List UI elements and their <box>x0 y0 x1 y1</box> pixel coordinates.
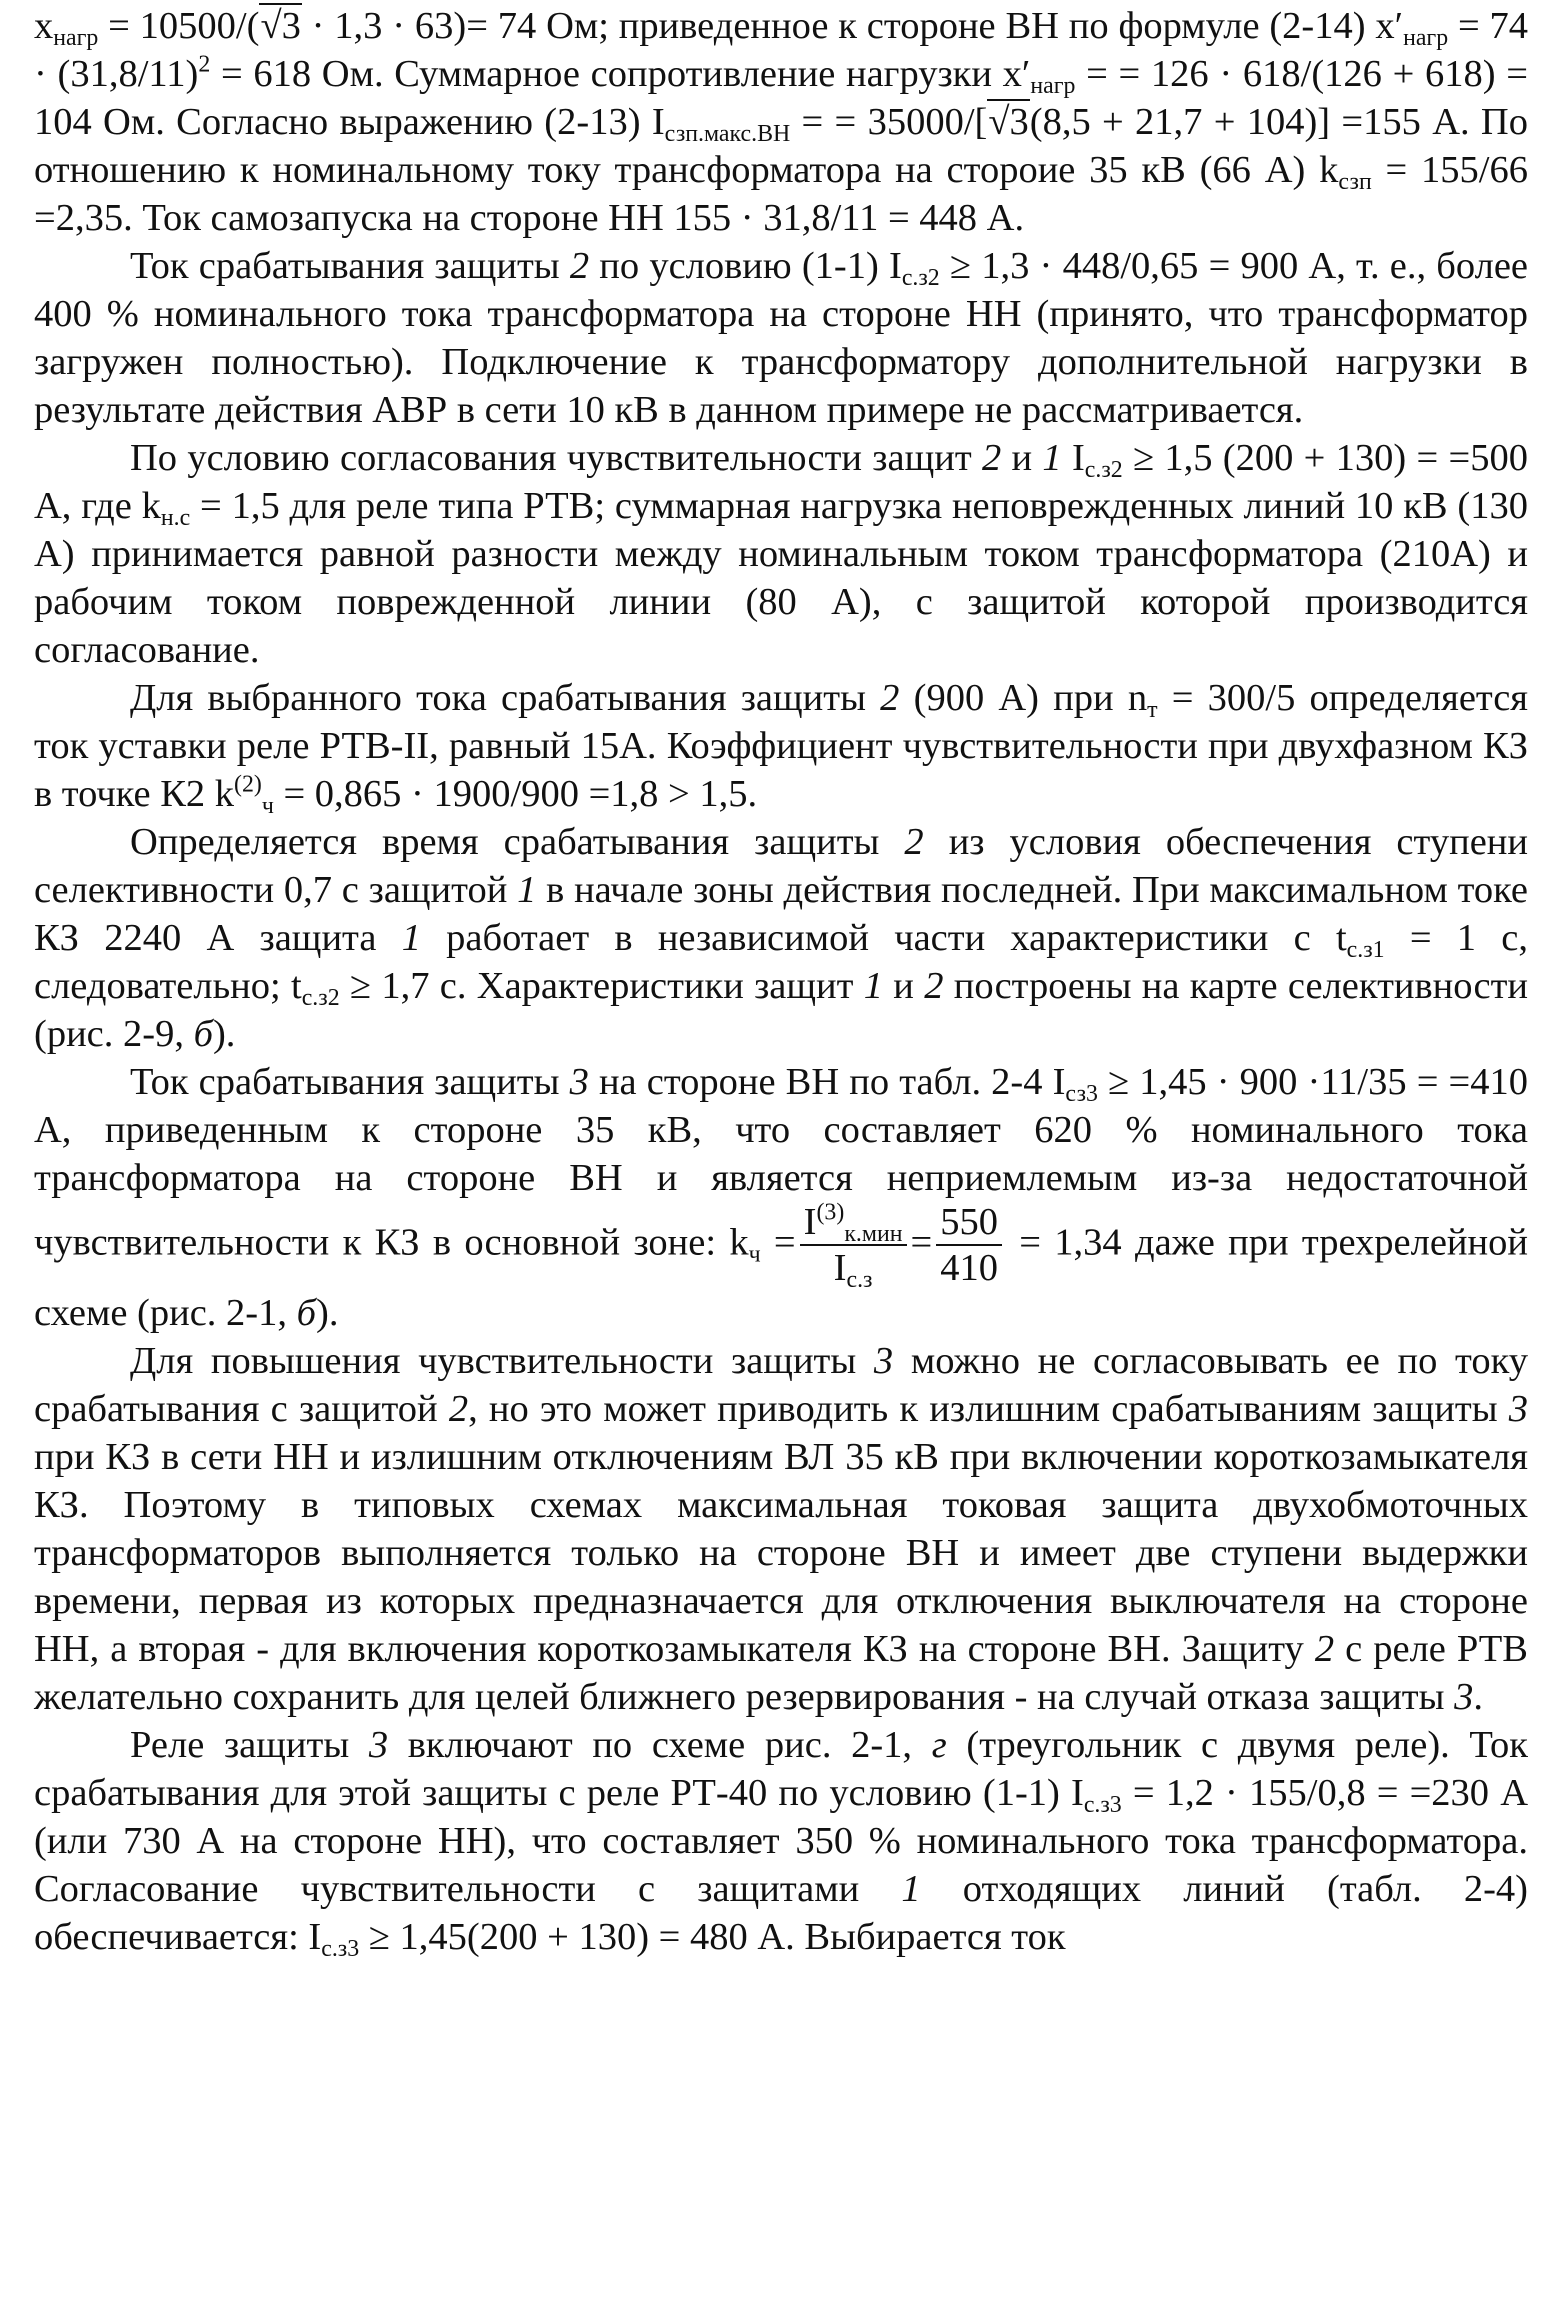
paragraph-7: Для повышения чувствительности защиты 3 можно не согласовывать ее по току срабатывания с защитой 2, но это может приводить к излишним срабатываниям защиты 3 при КЗ в сети НН и излишним отключениям ВЛ 35 кВ при включении короткозамыкателя КЗ. Поэтому в типовых схемах максимальная токовая защита двухобмоточных трансформаторов выполняется только на стороне ВН и имеет две ступени выдержки времени, первая из которых предназначается для отключения выключателя на стороне НН, а вторая - для включения короткозамыкателя КЗ на стороне ВН. Защиту 2 с реле РТВ желательно сохранить для целей ближнего резервирования - на случай отказа защиты 3. <box>34 1339 1528 1718</box>
paragraph-1: $x_{нагр} = 10500/(√3 \cdot 1,3 \cdot 63)= 74$ Ом; приведенное к стороне ВН по формуле (2-14) $x'_{нагр} = 74 \cdot (31,8/11)^2 = 618$ Ом. Суммарное сопротивление нагрузки $x'_{нагр}$ = = 126 · 618/(126 + 618) = 104 Ом. Согласно выражению (2-13) $I_{сзп.макс.ВН}$ = = 35000/[√3(8,5 + 21,7 + 104)] =155 А. По отношению к номинальному току трансформатора на стороие 35 кВ (66 А) $k_{сзп} = 155/66 =2,35$. Ток самозапуска на стороне НН 155 · 31,8/11 = 448 А. <box>34 5 1528 239</box>
paragraph-6: Ток срабатывания защиты 3 на стороне ВН по табл. 2-4 $I_{сз3} \ge 1,45 \cdot 900 \cdot 11/35 = =410$ А, приведенным к стороне 35 кВ, что составляет 620 % номинального тока трансформатора на стороне ВН и является неприемлемым из-за недостаточной чувствительности к КЗ в основной зоне: $k_ч$ = $\frac{I^{(3)}_{к.мин}}{I_{с.з}}$ = $\frac{550}{410}$ = 1,34 даже при трехрелейной схеме (рис. 2-1, б). <box>34 1061 1528 1334</box>
fraction-sensitivity: $\frac{I^{(3)}_{к.мин}}{I_{с.з}}$ <box>800 1202 907 1289</box>
paragraph-8: Реле защиты 3 включают по схеме рис. 2-1, г (треугольник с двумя реле). Ток срабатывания для этой защиты с реле РТ-40 по условию (1-1) $I_{с.з3} = 1,2 \cdot 155/0,8 = =230$ А (или 730 А на стороне НН), что составляет 350 % номинального тока трансформатора. Согласование чувствительности с защитами 1 отходящих линий (табл. 2-4) обеспечивается: $I_{с.з3} \ge 1,45(200 + 130) = 480$ А. Выбирается ток <box>34 1723 1529 1962</box>
paragraph-3: По условию согласования чувствительности защит 2 и 1 $I_{с.з2} \ge 1,5$ (200 + 130) = =500 А, где $k_{н.с} = 1,5$ для реле типа РТВ; суммарная нагрузка неповрежденных линий 10 кВ (130 А) принимается равной разности между номинальным током трансформатора (210А) и рабочим током поврежденной линии (80 А), с защитой которой производится согласование. <box>34 437 1529 671</box>
paragraph-4: Для выбранного тока срабатывания защиты 2 (900 А) при $n_т = 300/5$ определяется ток уставки реле РТВ-II, равный 15А. Коэффициент чувствительности при двухфазном КЗ в точке К2 $k^{(2)}_ч = 0,865 \cdot 1900/900 =1,8 > 1,5$. <box>34 677 1529 820</box>
page-text <box>34 2 1528 1961</box>
fraction-values: $\frac{550}{410}$ <box>936 1202 1002 1289</box>
paragraph-2: Ток срабатывания защиты 2 по условию (1-1) $I_{с.з2} \ge 1,3 \cdot 448/0,65 = 900$ А, т. е., более 400 % номинального тока трансформатора на стороне НН (принято, что трансформатор загружен полностью). Подключение к трансформатору дополнительной нагрузки в результате действия АВР в сети 10 кВ в данном примере не рассматривается. <box>34 245 1528 431</box>
paragraph-5: Определяется время срабатывания защиты 2 из условия обеспечения ступени селективности 0,7 с защитой 1 в начале зоны действия последней. При максимальном токе КЗ 2240 А защита 1 работает в независимой части характеристики с $t_{с.з1} = 1$ с, следовательно; $t_{с.з2} \ge 1,7$ с. Характеристики защит 1 и 2 построены на карте селективности (рис. 2-9, б). <box>34 821 1529 1055</box>
